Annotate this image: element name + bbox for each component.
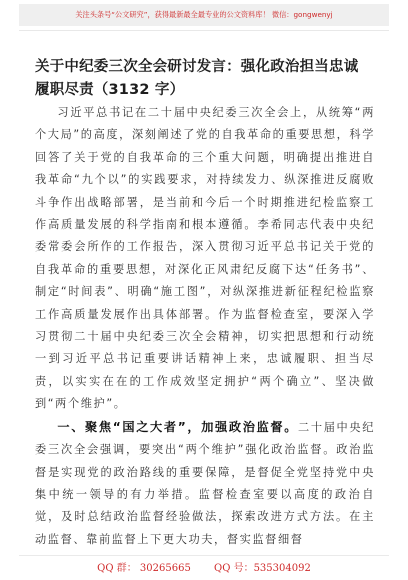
section-text: 二十届中央纪委三次全会强调，要突出“两个维护”强化政治监督。政治监督是实现党的政治路线的重要保障，是督促全党坚持党中央集中统一领导的有力举措。监督检查室要以高度的政治自觉，及时总结政治监督经验做法，探索改进方式方法。在主动监督、靠前监督上下更大功夫，督实监督细督 [35, 420, 375, 546]
footer-divider [19, 555, 389, 556]
banner-text: 关注头条号“公文研究”，获得最新最全最专业的公文资料库！ 微信：gongwenyj [75, 10, 333, 19]
body-paragraph: 习近平总书记在二十届中央纪委三次全会上，从统筹“两个大局”的高度，深刻阐述了党的自我革命的重要思想，科学回答了关于党的自我革命的三个重大问题，明确提出推进自我革命“九个以”的实践要求，对持续发力、纵深推进反腐败斗争作出战略部署，是当前和今后一个时期推进纪检监察工作高质量发展的科学指南和根本遵循。李希同志代表中央纪委常委会所作的工作报告，深入贯彻习近平总书记关于党的自我革命的重要思想，对深化正风肃纪反腐下达“任务书”、制定“时间表”、明确“施工图”，对纵深推进新征程纪检监察工作高质量发展作出具体部署。作为监督检查室，要深入学习贯彻二十届中央纪委三次全会精神，切实把思想和行动统一到习近平总书记重要讲话精神上来，忠诚履职、担当尽责，以实实在在的工作成效坚定拥护“两个确立”、坚决做到“两个维护”。 [35, 106, 375, 411]
document-title: 关于中纪委三次全会研讨发言：强化政治担当忠诚履职尽责（3132 字） [35, 59, 359, 98]
top-banner [19, 4, 389, 26]
footer-qq-number: QQ 号：535304092 [214, 563, 311, 574]
banner-divider [19, 30, 389, 31]
section-paragraph [35, 416, 375, 551]
footer [0, 559, 408, 574]
section-heading: 一、聚焦“国之大者”，加强政治监督。 [57, 419, 299, 434]
document-body [35, 102, 375, 551]
footer-qq-group: QQ 群： 30265665 [97, 563, 191, 574]
